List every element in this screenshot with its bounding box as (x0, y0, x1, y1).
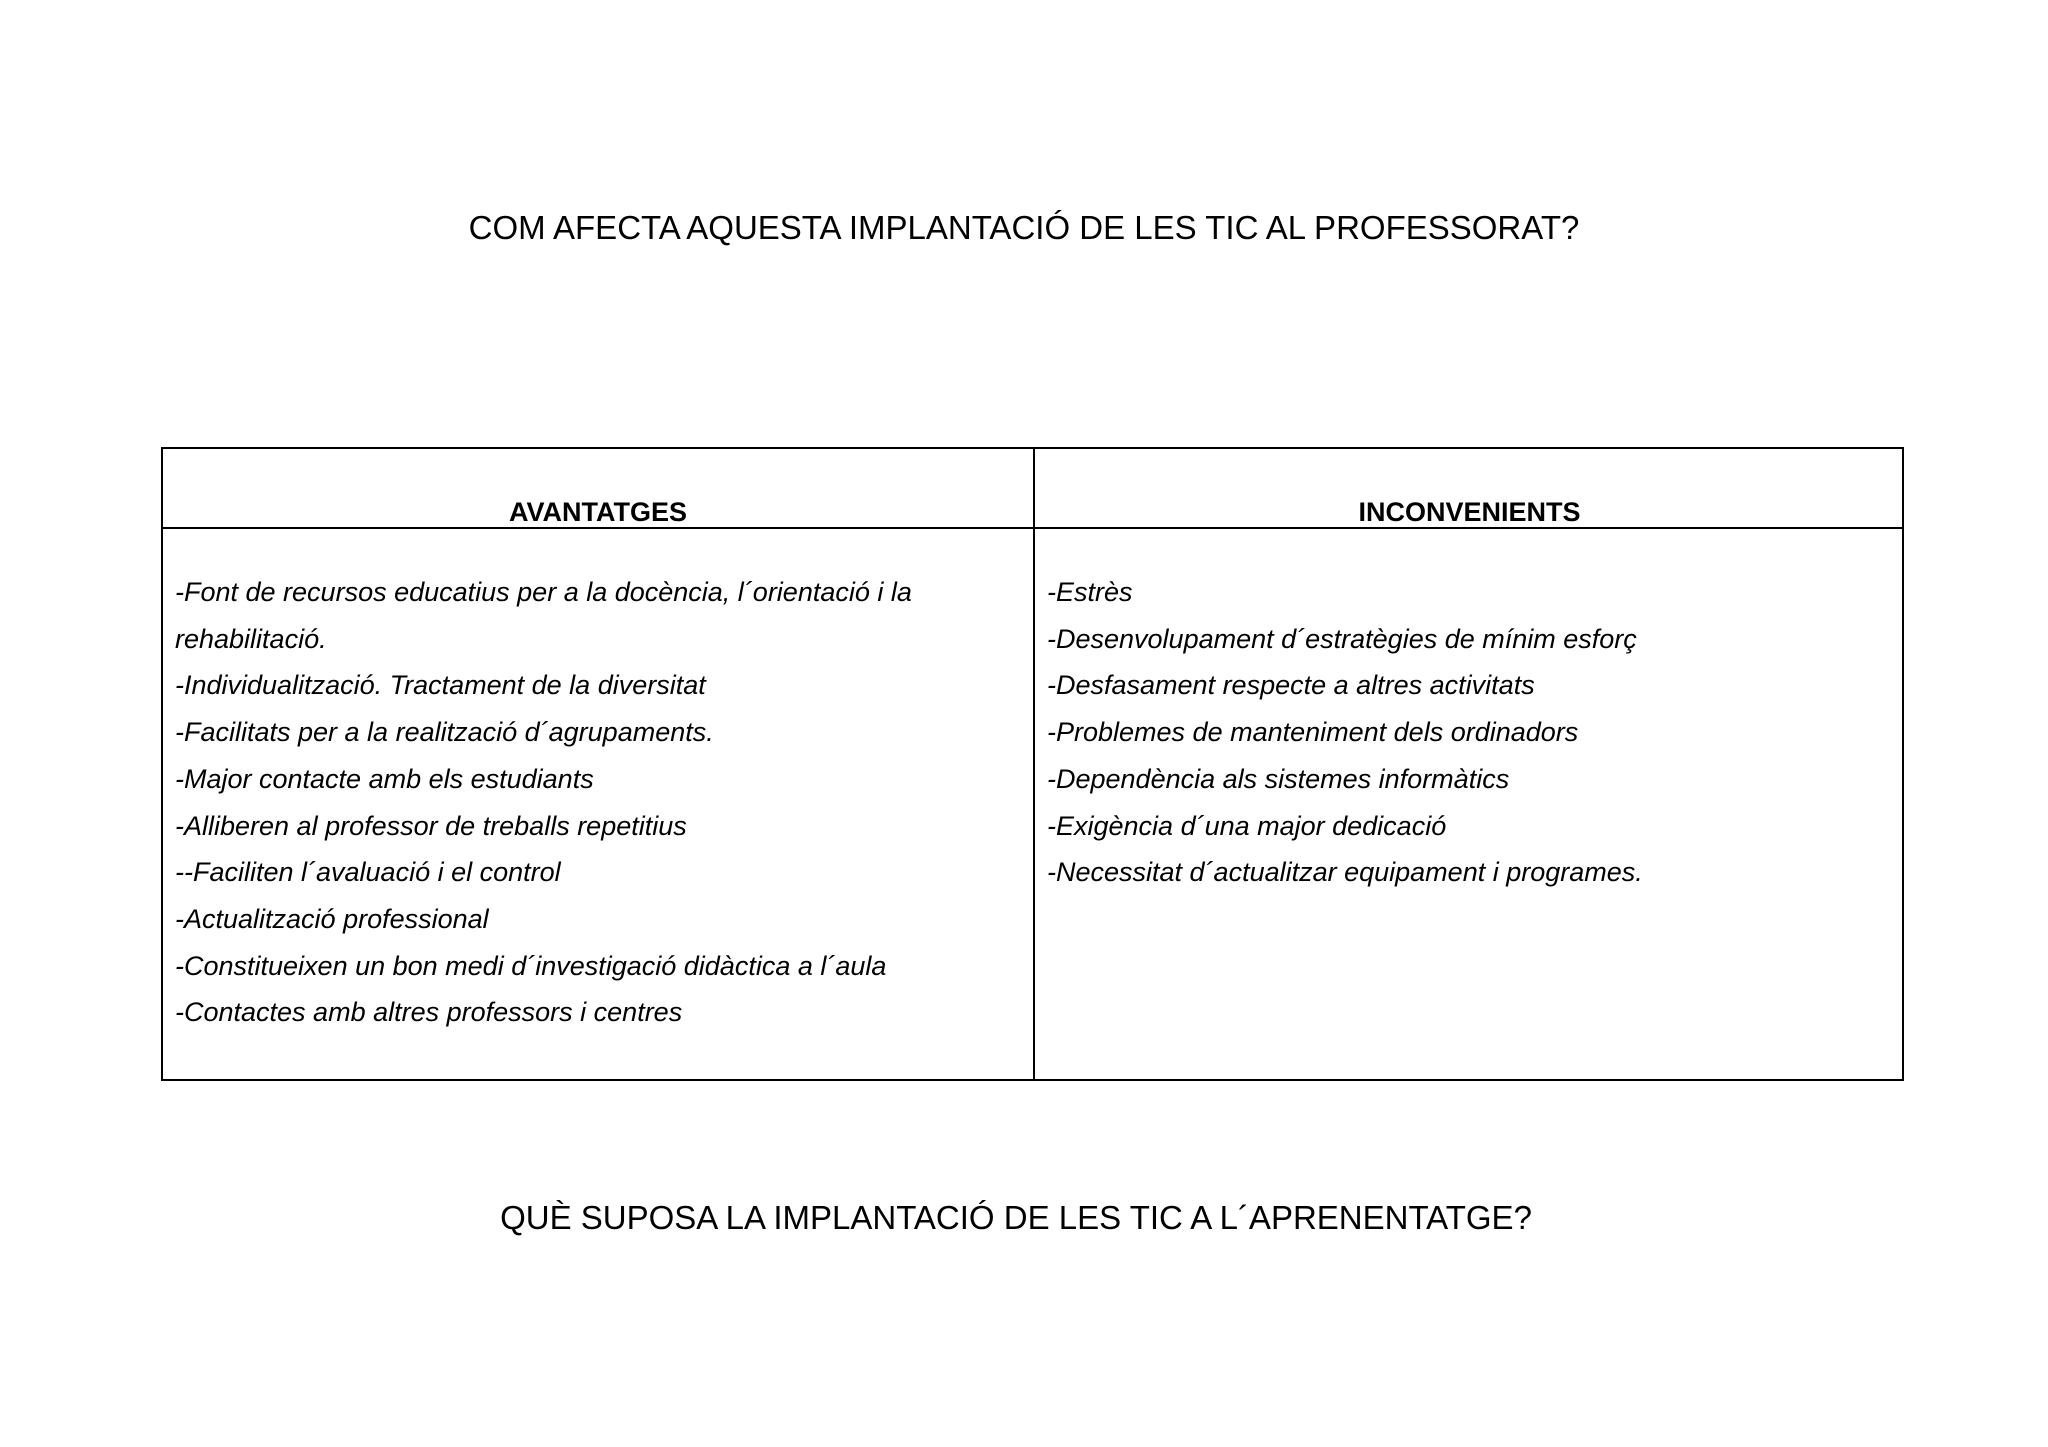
avantatges-list (175, 569, 1025, 1036)
list-item: -Font de recursos educatius per a la docència, l´orientació i la (175, 577, 912, 607)
column-header-inconvenients: INCONVENIENTS (1358, 497, 1581, 527)
heading-question-professorat: COM AFECTA AQUESTA IMPLANTACIÓ DE LES TIC AL PROFESSORAT? (468, 209, 1580, 246)
list-item: -Alliberen al professor de treballs repetitius (175, 810, 687, 841)
list-item: -Individualització. Tractament de la diversitat (175, 670, 706, 701)
list-item: -Problemes de manteniment dels ordinadors (1047, 717, 1579, 748)
list-item: -Exigència d´una major dedicació (1047, 810, 1447, 841)
list-item: --Faciliten l´avaluació i el control (175, 857, 561, 888)
list-item: rehabilitació. (175, 623, 327, 654)
list-item: -Facilitats per a la realització d´agrupaments. (175, 717, 714, 748)
heading-question-aprenentatge: QUÈ SUPOSA LA IMPLANTACIÓ DE LES TIC A L´APRENENTATGE? (500, 1199, 1532, 1236)
column-divider (1033, 449, 1035, 1079)
list-item: -Desfasament respecte a altres activitats (1047, 670, 1535, 701)
comparison-table (161, 447, 1904, 1081)
list-item: -Desenvolupament d´estratègies de mínim esforç (1047, 623, 1637, 654)
list-item: -Contactes amb altres professors i centres (175, 997, 683, 1028)
list-item: -Estrès (1047, 577, 1133, 607)
inconvenients-list (1047, 569, 1887, 896)
list-item: -Necessitat d´actualitzar equipament i programes. (1047, 857, 1643, 888)
list-item: -Constitueixen un bon medi d´investigació didàctica a l´aula (175, 950, 887, 981)
list-item: -Actualització professional (175, 903, 489, 934)
column-header-avantatges: AVANTATGES (509, 497, 687, 527)
header-divider (163, 527, 1902, 529)
list-item: -Dependència als sistemes informàtics (1047, 763, 1510, 794)
list-item: -Major contacte amb els estudiants (175, 763, 594, 794)
